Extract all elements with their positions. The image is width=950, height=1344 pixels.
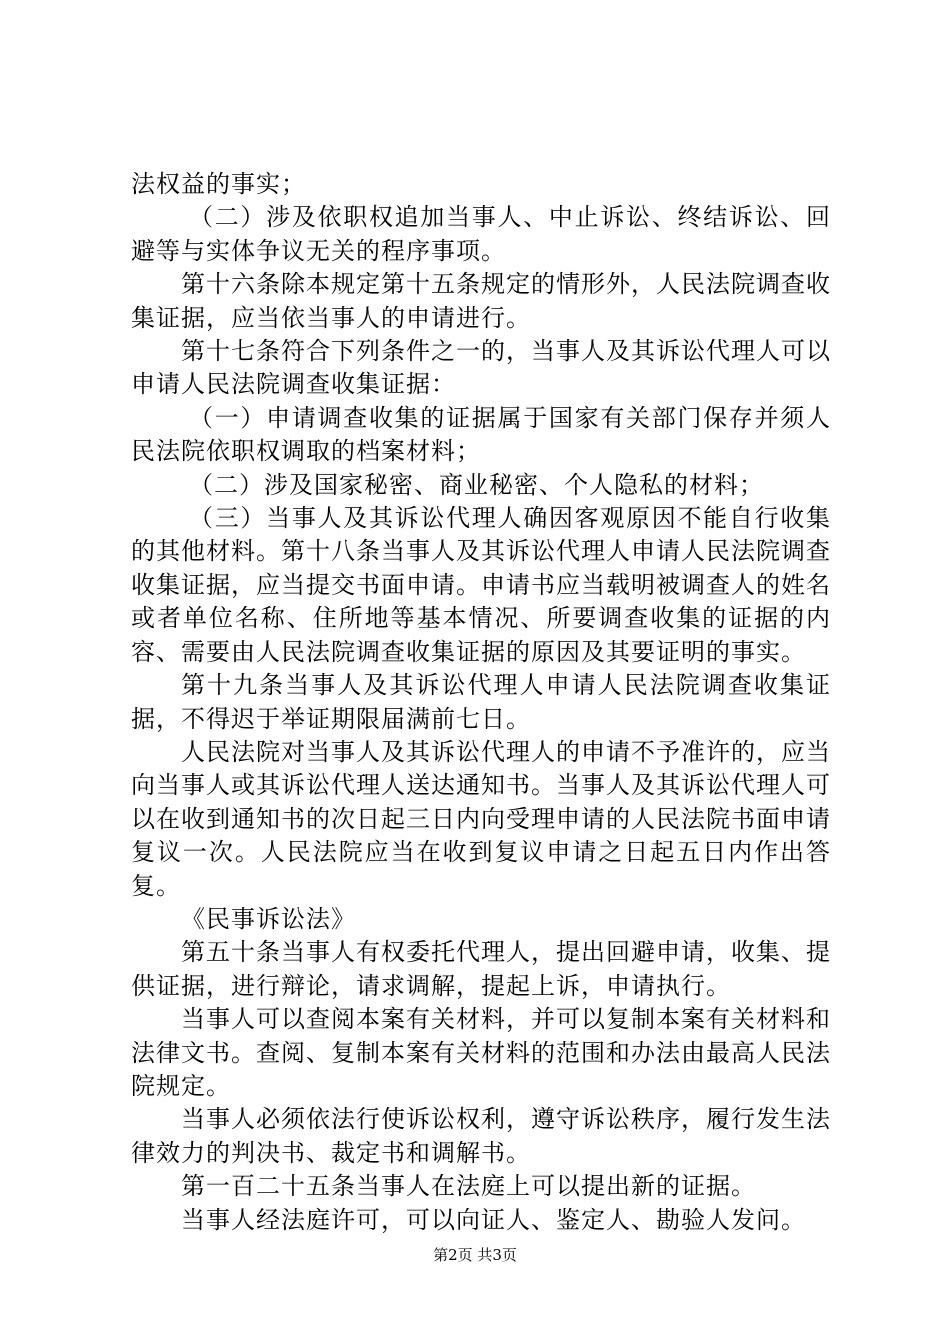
paragraph-13: 当事人必须依法行使诉讼权利，遵守诉讼秩序，履行发生法律效力的判决书、裁定书和调解书。	[131, 1105, 831, 1167]
paragraph-11: 第五十条当事人有权委托代理人，提出回避申请，收集、提供证据，进行辩论，请求调解，提起上诉，申请执行。	[131, 938, 831, 1000]
paragraph-4: 第十七条符合下列条件之一的，当事人及其诉讼代理人可以申请人民法院调查收集证据：	[131, 337, 831, 399]
page-number-label: 第2页 共3页	[433, 1246, 517, 1264]
paragraph-8: 第十九条当事人及其诉讼代理人申请人民法院调查收集证据，不得迟于举证期限届满前七日。	[131, 671, 831, 733]
paragraph-7: （三）当事人及其诉讼代理人确因客观原因不能自行收集的其他材料。第十八条当事人及其诉讼代理人申请人民法院调查收集证据，应当提交书面申请。申请书应当载明被调查人的姓名或者单位名称、住所地等基本情况、所要调查收集的证据的内容、需要由人民法院调查收集证据的原因及其要证明的事实。	[131, 504, 831, 666]
paragraph-3: 第十六条除本规定第十五条规定的情形外，人民法院调查收集证据，应当依当事人的申请进行。	[131, 270, 831, 332]
paragraph-1: 法权益的事实；	[131, 170, 306, 198]
page-footer	[0, 1245, 950, 1265]
paragraph-12: 当事人可以查阅本案有关材料，并可以复制本案有关材料和法律文书。查阅、复制本案有关材料的范围和办法由最高人民法院规定。	[131, 1005, 831, 1100]
paragraph-2: （二）涉及依职权追加当事人、中止诉讼、终结诉讼、回避等与实体争议无关的程序事项。	[131, 203, 831, 265]
document-body	[131, 168, 831, 1237]
paragraph-14: 第一百二十五条当事人在法庭上可以提出新的证据。	[181, 1172, 756, 1201]
paragraph-15: 当事人经法庭许可，可以向证人、鉴定人、勘验人发问。	[181, 1205, 806, 1234]
paragraph-9: 人民法院对当事人及其诉讼代理人的申请不予准许的，应当向当事人或其诉讼代理人送达通知书。当事人及其诉讼代理人可以在收到通知书的次日起三日内向受理申请的人民法院书面申请复议一次。人民法院应当在收到复议申请之日起五日内作出答复。	[131, 737, 831, 900]
paragraph-6: （二）涉及国家秘密、商业秘密、个人隐私的材料；	[189, 470, 764, 499]
paragraph-5: （一）申请调查收集的证据属于国家有关部门保存并须人民法院依职权调取的档案材料；	[131, 403, 831, 466]
paragraph-10: 《民事诉讼法》	[181, 904, 356, 933]
